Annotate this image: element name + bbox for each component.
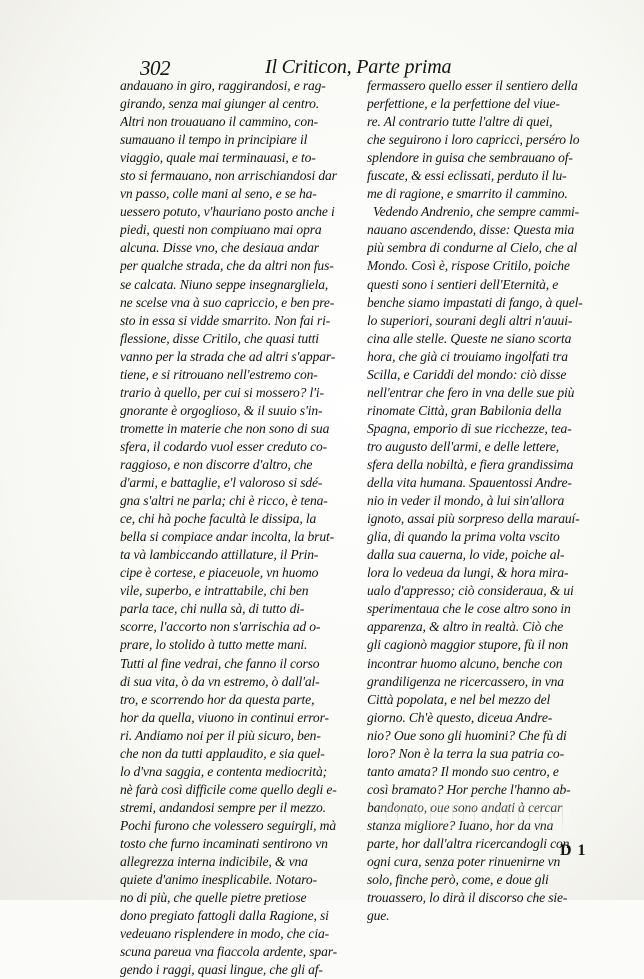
- left-column-line: gnorante è orgoglioso, & il suuio s'in-: [120, 402, 323, 418]
- right-column-line: ualo d'appresso; ciò consideraua, & ui: [367, 583, 574, 599]
- left-column-line: sto si fermauano, non arrischiandosi dar: [120, 168, 337, 184]
- left-column-line: gna s'altri ne parla; chi è ricco, è tena-: [120, 493, 328, 509]
- right-column-line: ignoto, assai più sorpreso della marauí-: [367, 511, 580, 527]
- left-column-line: quiete d'animo inesplicabile. Notaro-: [120, 872, 317, 888]
- left-column-line: ri. Andiamo noi per il più sicuro, ben-: [120, 727, 321, 743]
- right-column-line: gue.: [367, 908, 390, 924]
- right-column-line: me di ragione, e smarrito il cammino.: [367, 186, 568, 202]
- left-column-line: stremi, andandosi sempre per il mezzo.: [120, 799, 326, 815]
- left-column-line: sto in essa si vidde smarrito. Non fai ri-: [120, 312, 331, 328]
- right-column-line: parte, hor dall'altra ricercandogli con: [367, 835, 570, 851]
- right-column-line: splendore in guisa che sembrauano of-: [367, 150, 573, 166]
- right-column-line: hora, che già ci trouiamo ingolfati tra: [367, 348, 568, 364]
- left-column-line: bella si compiace andar incolta, la brut-: [120, 529, 334, 545]
- right-column-line: stanza migliore? Iuano, hor da vna: [367, 817, 554, 833]
- left-column-line: scuna pareua vna fiaccola ardente, spar-: [120, 944, 337, 960]
- right-column-line: Scilla, e Cariddi del mondo: ciò disse: [367, 366, 567, 382]
- left-column-line: tro, e scorrendo hor da questa parte,: [120, 691, 315, 707]
- left-column-line: raggioso, e non discorre d'altro, che: [120, 456, 313, 472]
- right-column-line: più sembra di condurne al Cielo, che al: [367, 240, 578, 256]
- right-column-line: glia, di quando la prima volta vscito: [367, 529, 560, 545]
- page-number: 302: [140, 56, 170, 80]
- left-column-line: alcuna. Disse vno, che desiaua andar: [120, 240, 319, 256]
- right-column-line: nio in veder il mondo, à lui sin'allora: [367, 493, 565, 509]
- left-column-line: no di più, che quelle pietre pretiose: [120, 890, 307, 906]
- right-column-line: che seguirono i loro capricci, perséro lo: [367, 132, 580, 148]
- right-column-line: sperimentaua che le cose altro sono in: [367, 601, 571, 617]
- right-column-line: fuscate, & essi eclissati, perduto il lu-: [367, 168, 567, 184]
- right-text-column: [367, 77, 615, 925]
- left-column-line: Tutti al fine vedrai, che fanno il corso: [120, 655, 320, 671]
- left-column-line: flessione, disse Critilo, che quasi tutti: [120, 330, 319, 346]
- right-column-line: tanto amata? Il mondo suo centro, e: [367, 763, 559, 779]
- left-column-line: vile, superbo, e intrattabile, chi ben: [120, 583, 309, 599]
- left-column-line: viaggio, quale mai terminauasi, e to-: [120, 150, 316, 166]
- right-column-line: Città popolata, e nel bel mezzo del: [367, 691, 551, 707]
- left-column-line: tromette in materie che non sono di sua: [120, 420, 330, 436]
- right-column-line: re. Al contrario tutte l'altre di quei,: [367, 114, 553, 130]
- right-column-line: così bramato? Hor perche l'hanno ab-: [367, 781, 571, 797]
- left-column-line: di sua vita, ò da vn estremo, ò dall'al-: [120, 673, 320, 689]
- right-column-line: ogni cura, senza poter rinuenirne vn: [367, 854, 561, 870]
- left-column-line: vedeuano risplendere in modo, che cia-: [120, 926, 329, 942]
- left-column-line: andauano in giro, raggirandosi, e rag-: [120, 78, 326, 93]
- right-column-line: incontrar huomo alcuno, benche con: [367, 655, 563, 671]
- left-column-line: tiene, e si ritrouano nell'estremo con-: [120, 366, 318, 382]
- left-column-line: allegrezza interna indicibile, & vna: [120, 854, 308, 870]
- right-column-line: grandiligenza ne ricercassero, in vna: [367, 673, 564, 689]
- right-column-line: giorno. Ch'è questo, diceua Andre-: [367, 709, 553, 725]
- left-column-line: per qualche strada, che da altri non fus-: [120, 258, 334, 274]
- left-column-line: uessero potuto, v'hauriano posto anche i: [120, 204, 335, 220]
- right-column-line: Mondo. Così è, rispose Critilo, poiche: [367, 258, 570, 274]
- left-column-line: sumauano il tempo in principiare il: [120, 132, 308, 148]
- right-column-line: fermassero quello esser il sentiero della: [367, 78, 578, 93]
- left-column-line: ne scelse vna à suo capriccio, e ben pre-: [120, 294, 335, 310]
- right-column-line: dalla sua cauerna, lo vide, poiche al-: [367, 547, 565, 563]
- left-column-line: scorre, l'accorto non s'arrischia ad o-: [120, 619, 321, 635]
- right-column-line: sfera della nobiltà, e fiera grandissima: [367, 456, 574, 472]
- right-column-line: benche siamo impastati di fango, à quel-: [367, 294, 583, 310]
- left-column-line: vn passo, colle mani al seno, e se ha-: [120, 186, 317, 202]
- left-column-line: se calcata. Niuno seppe insegnargliela,: [120, 276, 329, 292]
- left-column-line: girando, senza mai giunger al centro.: [120, 96, 319, 112]
- left-column-line: parla tace, chi nulla sà, di tutto di-: [120, 601, 305, 617]
- right-column-line: Vedendo Andrenio, che sempre cammi-: [373, 204, 580, 220]
- left-column-line: lo d'vna saggia, e contenta mediocrità;: [120, 763, 327, 779]
- right-column-line: apparenza, & altro in realtà. Ciò che: [367, 619, 564, 635]
- left-column-line: cipe è cortese, e piaceuole, vn huomo: [120, 565, 319, 581]
- right-column-line: tro augusto dell'armi, e delle lettere,: [367, 438, 559, 454]
- left-column-line: Altri non trouauano il cammino, con-: [120, 114, 318, 130]
- right-column-line: bandonato, oue sono andati à cercar: [367, 799, 563, 815]
- right-column-line: questi sono i sentieri dell'Eternità, e: [367, 276, 559, 292]
- right-column-line: nauano ascendendo, disse: Questa mia: [367, 222, 575, 238]
- left-column-line: nè farà così difficile come quello degli e-: [120, 781, 337, 797]
- left-column-line: sfera, il codardo vuol esser creduto co-: [120, 438, 328, 454]
- right-column-line: loro? Non è la terra la sua patria co-: [367, 745, 564, 761]
- right-column-line: lora lo vedeua da lungi, & hora mira-: [367, 565, 569, 581]
- left-column-line: ta và lambiccando attillature, il Prin-: [120, 547, 319, 563]
- right-column-line: gli cagionò maggior stupore, fù il non: [367, 637, 569, 653]
- right-column-line: Spagna, emporio di sue ricchezze, tea-: [367, 420, 572, 436]
- right-column-line: trouassero, lo dirà il discorso che sie-: [367, 890, 568, 906]
- left-column-line: vanno per la strada che ad altri s'appar-: [120, 348, 336, 364]
- show-through-bleed: [380, 805, 570, 835]
- right-column-line: nio? Oue sono gli huomini? Che fù di: [367, 727, 567, 743]
- running-head: Il Criticon, Parte prima: [265, 56, 452, 78]
- left-column-line: piedi, questi non compiuano mai opra: [120, 222, 322, 238]
- right-column-line: perfettione, e la perfettione del viue-: [367, 96, 560, 112]
- right-column-line: nell'entrar che fero in vna delle sue più: [367, 384, 575, 400]
- right-column-line: solo, finche però, come, e doue gli: [367, 872, 549, 888]
- left-column-line: dono pregiato fattogli dalla Ragione, si: [120, 908, 329, 924]
- right-column-line: della vita humana. Spauentossi Andre-: [367, 475, 572, 491]
- left-column-line: tosto che furno incaminati sentirono vn: [120, 835, 328, 851]
- left-column-line: trario à quello, per cui si mossero? l'i-: [120, 384, 324, 400]
- left-column-line: ce, chi hà poche facultà le dissipa, la: [120, 511, 317, 527]
- left-column-line: d'armi, e battaglie, e'l valoroso si sdé-: [120, 475, 323, 491]
- left-column-line: Pochi furono che volessero seguirgli, mà: [120, 817, 336, 833]
- left-column-line: che non da tutti applaudito, e sia quel-: [120, 745, 325, 761]
- left-column-line: hor da quella, viuono in continui error-: [120, 709, 329, 725]
- right-column-line: cina alle stelle. Queste ne siano scorta: [367, 330, 572, 346]
- left-column-line: prare, lo stolido à tutto mette mani.: [120, 637, 308, 653]
- left-column-line: gendo i raggi, quasi lingue, che gli af-: [120, 962, 323, 978]
- catchword: D 1: [560, 842, 587, 859]
- left-text-column: [120, 77, 358, 979]
- right-column-line: rinomate Città, gran Babilonia della: [367, 402, 562, 418]
- right-column-line: lo superiori, sourani degli altri n'auui-: [367, 312, 573, 328]
